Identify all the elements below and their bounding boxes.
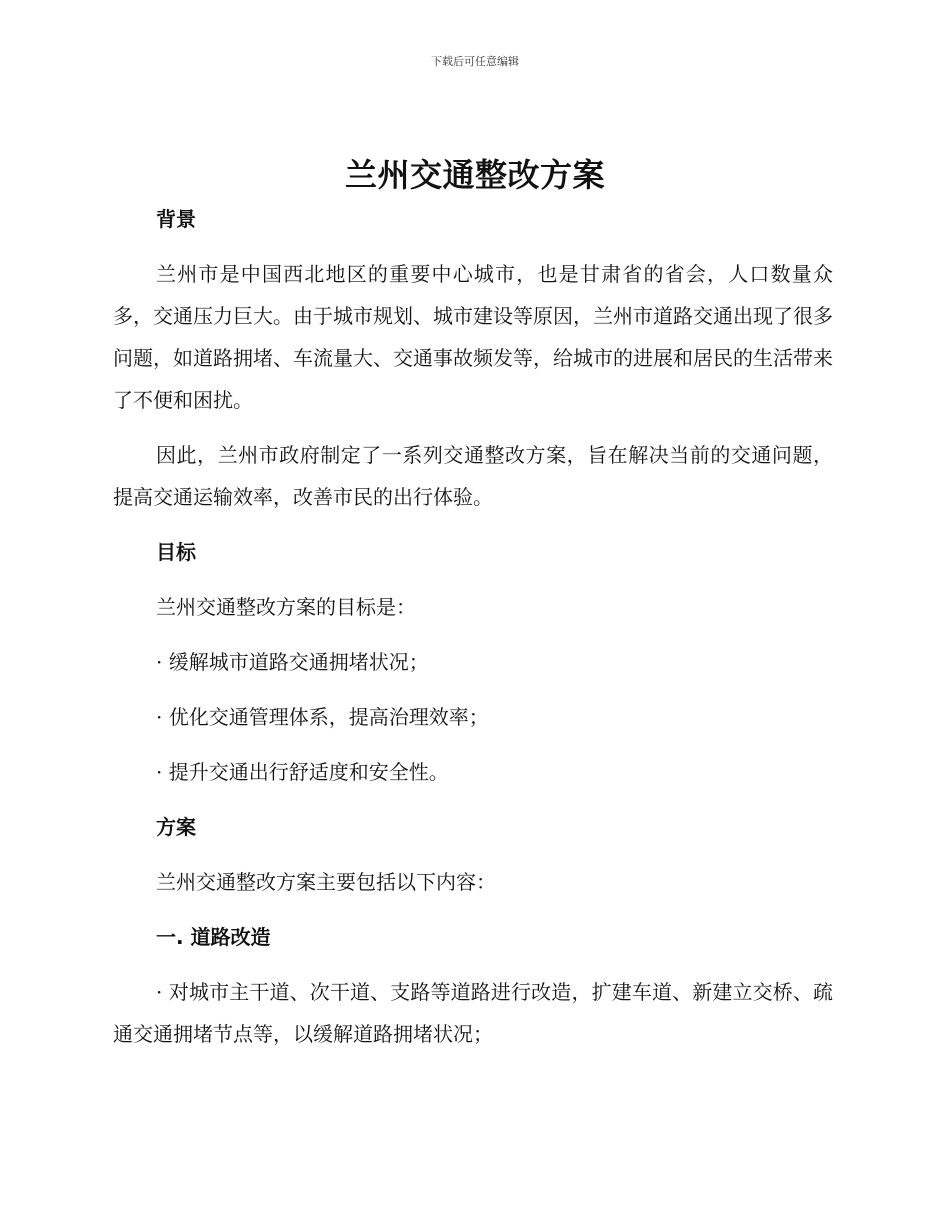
background-paragraph-2: 因此，兰州市政府制定了一系列交通整改方案，旨在解决当前的交通问题，提高交通运输效率，改善市民的出行体验。 xyxy=(113,443,833,509)
goals-intro: 兰州交通整改方案的目标是： xyxy=(156,595,416,619)
background-paragraph-1: 兰州市是中国西北地区的重要中心城市，也是甘肃省的省会，人口数量众多，交通压力巨大。由于城市规划、城市建设等原因，兰州市道路交通出现了很多问题，如道路拥堵、车流量大、交通事故频发等，给城市的进展和居民的生活带来了不便和困扰。 xyxy=(113,262,833,412)
document-body xyxy=(113,198,833,1068)
goal-item: · 优化交通管理体系，提高治理效率； xyxy=(156,705,489,729)
goal-item: · 提升交通出行舒适度和安全性。 xyxy=(156,760,449,784)
goal-item: · 缓解城市道路交通拥堵状况； xyxy=(156,650,429,674)
plan-intro: 兰州交通整改方案主要包括以下内容： xyxy=(156,870,496,894)
road-renovation-item: · 对城市主干道、次干道、支路等道路进行改造，扩建车道、新建立交桥、疏通交通拥堵节点等，以缓解道路拥堵状况； xyxy=(113,980,833,1046)
subsection-heading-road-renovation: 一. 道路改造 xyxy=(156,925,271,949)
section-heading-goals: 目标 xyxy=(156,540,196,564)
section-heading-background: 背景 xyxy=(156,207,196,231)
section-heading-plan: 方案 xyxy=(156,815,196,839)
header-note: 下载后可任意编辑 xyxy=(431,55,519,68)
document-title: 兰州交通整改方案 xyxy=(344,156,605,194)
